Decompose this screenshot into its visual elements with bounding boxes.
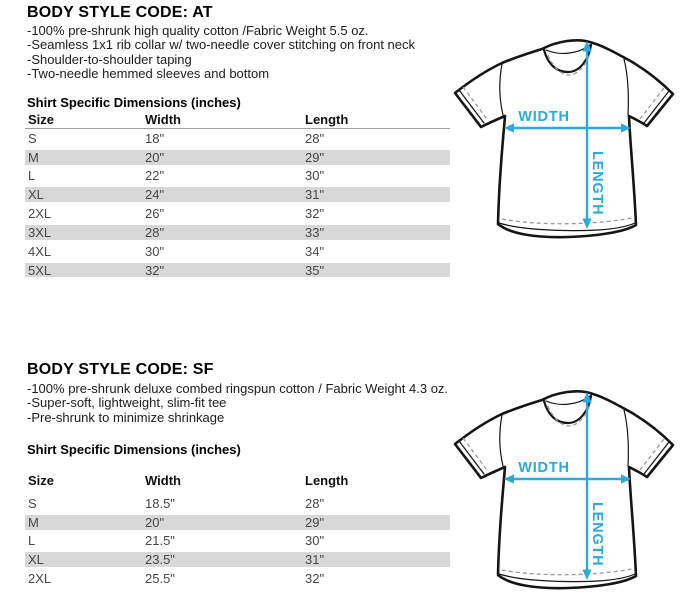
table-cell: 28" — [145, 224, 165, 240]
feature-line: -Pre-shrunk to minimize shrinkage — [27, 409, 225, 425]
table-cell: 28" — [305, 495, 325, 511]
table-cell: 31" — [305, 552, 325, 568]
table-cell: 31" — [305, 187, 325, 203]
table-cell: 3XL — [28, 224, 52, 240]
column-header-width: Width — [145, 473, 181, 488]
table-cell: 26" — [145, 206, 165, 222]
table-cell: M — [28, 149, 39, 165]
table-cell: 23.5" — [145, 552, 175, 568]
table-row — [25, 204, 450, 223]
column-header-length: Length — [305, 473, 349, 488]
feature-line: -100% pre-shrunk deluxe combed ringspun cotton / Fabric Weight 4.3 oz. — [27, 381, 449, 396]
length-label: LENGTH — [589, 151, 605, 216]
table-cell: 24" — [145, 187, 165, 203]
table-row — [25, 148, 450, 167]
table-row — [25, 513, 450, 532]
table-cell: 30" — [305, 168, 325, 184]
feature-line: -Seamless 1x1 rib collar w/ two-needle cover stitching on front neck — [27, 37, 416, 53]
table-cell: 29" — [305, 149, 325, 165]
table-cell: 32" — [305, 206, 325, 222]
table-body — [25, 129, 450, 279]
table-row — [25, 569, 450, 588]
section-heading: BODY STYLE CODE: SF — [27, 361, 214, 378]
feature-line: -Shoulder-to-shoulder taping — [27, 51, 192, 67]
table-cell: 30" — [305, 533, 325, 549]
feature-line: -Super-soft, lightweight, slim-fit tee — [27, 395, 227, 411]
table-cell: 5XL — [28, 262, 52, 278]
table-row — [25, 550, 450, 569]
table-cell: L — [28, 533, 36, 549]
table-cell: 22" — [145, 168, 165, 184]
feature-line: -Two-needle hemmed sleeves and bottom — [27, 66, 270, 82]
table-cell: 32" — [145, 262, 165, 278]
table-cell: 25.5" — [145, 571, 175, 587]
column-header-size: Size — [28, 473, 55, 488]
tshirt-illustration — [448, 379, 695, 602]
column-header-width: Width — [145, 111, 181, 127]
table-row — [25, 167, 450, 186]
table-cell: L — [28, 168, 36, 184]
table-cell: 34" — [305, 243, 325, 259]
tshirt-illustration — [448, 28, 695, 278]
table-header-row — [25, 110, 450, 129]
table-cell: 28" — [305, 130, 325, 146]
table-cell: 21.5" — [145, 533, 175, 549]
tshirt-outline — [455, 391, 673, 588]
dimensions-table — [25, 470, 450, 588]
table-row — [25, 532, 450, 551]
table-title: Shirt Specific Dimensions (inches) — [27, 95, 241, 110]
table-cell: 20" — [145, 514, 165, 530]
width-label: WIDTH — [518, 460, 570, 476]
width-label: WIDTH — [518, 109, 570, 125]
tshirt-diagram-sf — [448, 379, 695, 602]
table-cell: 32" — [305, 571, 325, 587]
table-header-row — [25, 470, 450, 494]
table-title: Shirt Specific Dimensions (inches) — [27, 442, 241, 457]
table-cell: XL — [28, 552, 44, 568]
table-row — [25, 129, 450, 148]
table-cell: S — [28, 495, 37, 511]
table-cell: M — [28, 514, 39, 530]
table-cell: 18" — [145, 130, 165, 146]
feature-line: -100% pre-shrunk high quality cotton /Fabric Weight 5.5 oz. — [27, 23, 369, 38]
feature-list — [27, 382, 448, 425]
table-row — [25, 494, 450, 513]
table-cell: 29" — [305, 514, 325, 530]
tshirt-diagram-at — [448, 28, 695, 278]
column-header-size: Size — [28, 111, 55, 127]
table-cell: 2XL — [28, 571, 52, 587]
table-cell: 2XL — [28, 206, 52, 222]
feature-list — [27, 24, 415, 82]
section-heading: BODY STYLE CODE: AT — [27, 4, 213, 21]
column-header-length: Length — [305, 111, 349, 127]
table-cell: 33" — [305, 224, 325, 240]
table-body — [25, 494, 450, 588]
table-row — [25, 242, 450, 261]
table-cell: 4XL — [28, 243, 52, 259]
table-cell: 30" — [145, 243, 165, 259]
table-row — [25, 185, 450, 204]
table-row — [25, 223, 450, 242]
table-row — [25, 261, 450, 280]
length-label: LENGTH — [589, 502, 605, 567]
table-cell: S — [28, 130, 37, 146]
dimensions-table — [25, 110, 450, 279]
table-cell: 18.5" — [145, 495, 175, 511]
table-cell: XL — [28, 187, 44, 203]
tshirt-outline — [455, 40, 673, 237]
table-cell: 20" — [145, 149, 165, 165]
table-cell: 35" — [305, 262, 325, 278]
